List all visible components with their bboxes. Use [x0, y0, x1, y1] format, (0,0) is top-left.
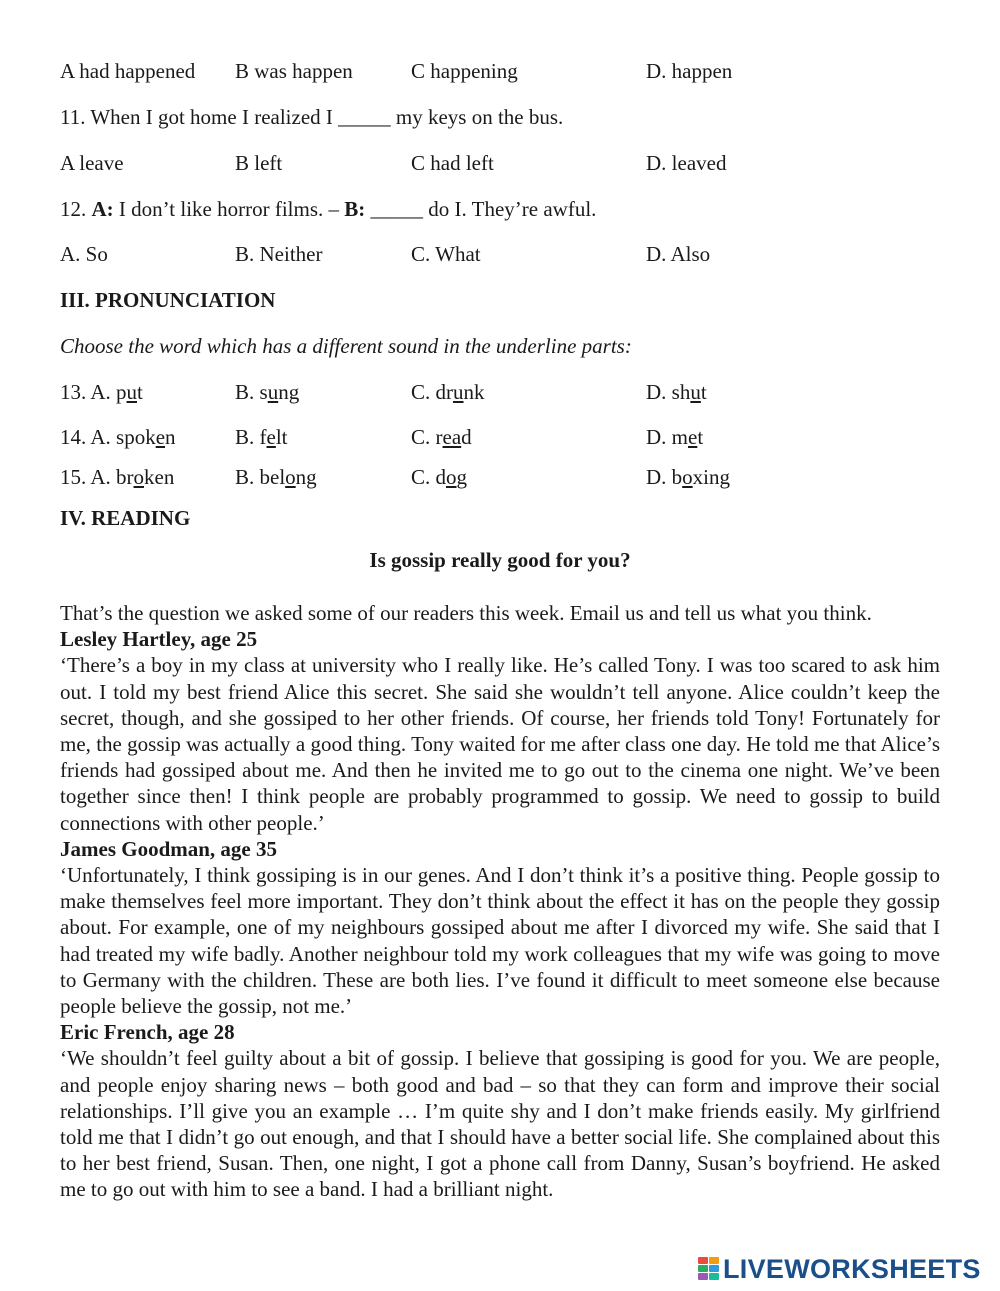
q14-option-a[interactable] [60, 422, 176, 452]
person-name: Lesley Hartley, age 25 [60, 627, 258, 652]
mark-block [709, 1273, 719, 1280]
q11-option-c[interactable]: C had left [411, 151, 494, 175]
q13-options [60, 377, 940, 407]
q14-option-b[interactable] [235, 422, 288, 452]
word-part: nk [463, 380, 485, 404]
q13-option-b[interactable] [235, 377, 299, 407]
q12-option-a[interactable]: A. So [60, 242, 108, 266]
q12-speaker-b: B: [344, 197, 366, 221]
underlined-sound: e [688, 425, 698, 449]
person-text: ‘We shouldn’t feel guilty about a bit of gossip. I believe that gossiping is good for you. We are people, and people enjoy sharing news – both good and bad – so that they can form and improve their social relationships. I’ll give you an example … I’m quite shy and I don’t make friends easily. My girlfriend told me that I didn’t go out enough, and that I should have a better social life. She complained about this to her best friend, Susan. Then, one night, I got a phone call from Danny, Susan’s boyfriend. He asked me to go out with him to see a band. I had a brilliant night. [60, 1046, 940, 1202]
q14-options [60, 422, 940, 452]
q13-option-c[interactable] [411, 377, 485, 407]
underlined-sound: ea [442, 425, 462, 449]
option-letter: B. [235, 465, 255, 489]
underlined-sound: u [267, 380, 279, 404]
q15-option-a[interactable] [60, 462, 174, 492]
liveworksheets-mark-icon [698, 1257, 720, 1281]
word-part: ng [295, 465, 317, 489]
option-letter: C. [411, 425, 431, 449]
underlined-sound: u [690, 380, 701, 404]
option-letter: D. [646, 465, 667, 489]
q12-line-b: _____ do I. They’re awful. [370, 197, 597, 221]
reading-intro: That’s the question we asked some of our readers this week. Email us and tell us what you think. [60, 601, 872, 625]
underlined-sound: o [133, 465, 145, 489]
mark-block [698, 1265, 708, 1272]
option-letter: D. [646, 380, 667, 404]
reading-title: Is gossip really good for you? [369, 548, 631, 572]
q12-line-a: I don’t like horror films. – [118, 197, 340, 221]
underlined-sound: e [266, 425, 276, 449]
word-part: m [671, 425, 689, 449]
q15-options [60, 462, 940, 492]
liveworksheets-logo [698, 1256, 981, 1282]
word-part: ng [278, 380, 300, 404]
word-part: b [671, 465, 683, 489]
option-letter: B. [235, 425, 255, 449]
q10-option-a[interactable]: A had happened [60, 59, 196, 83]
q10-option-c[interactable]: C happening [411, 59, 518, 83]
word-part: bel [259, 465, 286, 489]
option-letter: A. [90, 425, 111, 449]
word-part: f [259, 425, 267, 449]
q15-number: 15. [60, 465, 87, 489]
q11-option-a[interactable]: A leave [60, 151, 124, 175]
q12-speaker-a: A: [91, 197, 114, 221]
word-part: dr [435, 380, 454, 404]
q10-option-b[interactable]: B was happen [235, 59, 353, 83]
word-part: n [165, 425, 176, 449]
mark-block [698, 1257, 708, 1264]
person-name: James Goodman, age 35 [60, 836, 277, 861]
q12-stem [60, 194, 596, 224]
underlined-sound: u [126, 380, 138, 404]
pronunciation-instruction: Choose the word which has a different sound in the underline parts: [60, 334, 632, 358]
reading-heading: IV. READING [60, 506, 191, 530]
person-text: ‘Unfortunately, I think gossiping is in our genes. And I don’t think it’s a positive thing. People gossip to make themselves feel more important. They don’t think about the effect it has on the people they gossip about. For example, one of my neighbours gossiped about me after I divorced my wife. She said that I had treated my wife badly. Another neighbour told my work colleagues that my wife was going to move to Germany with the children. These are both lies. I’ve found it difficult to meet someone else because people believe the gossip, not me.’ [60, 863, 940, 1019]
q12-number: 12. [60, 197, 87, 221]
mark-block [709, 1257, 719, 1264]
word-part: spok [116, 425, 156, 449]
option-letter: A. [90, 380, 111, 404]
word-part: ken [144, 465, 175, 489]
q13-option-a[interactable] [60, 377, 143, 407]
word-part: g [456, 465, 468, 489]
q11-options [60, 148, 940, 178]
underlined-sound: o [285, 465, 296, 489]
q13-number: 13. [60, 380, 87, 404]
option-letter: C. [411, 380, 431, 404]
word-part: sh [671, 380, 691, 404]
brand-text: LIVEWORKSHEETS [723, 1254, 981, 1284]
person-text: ‘There’s a boy in my class at university who I really like. He’s called Tony. I was too scared to ask him out. I told my best friend Alice this secret. She said she wouldn’t tell anyone. Alice couldn’t keep the secret, though, and she gossiped to her other friends. Of course, her friends told Tony! Fortunately for me, the gossip was actually a good thing. Tony waited for me after class one day. He told me that Alice’s friends had gossiped about me. And then he invited me to go out to the cinema one night. We’ve been together since then! I think people are probably programmed to gossip. We need to gossip to build connections with other people.’ [60, 653, 940, 835]
option-letter: D. [646, 425, 667, 449]
mark-block [698, 1273, 708, 1280]
word-part: p [116, 380, 127, 404]
word-part: s [259, 380, 268, 404]
q14-option-d[interactable] [646, 422, 703, 452]
word-part: xing [692, 465, 731, 489]
underlined-sound: o [446, 465, 457, 489]
q11-option-d[interactable]: D. leaved [646, 151, 727, 175]
q10-options [60, 56, 940, 86]
option-letter: A. [90, 465, 111, 489]
q14-number: 14. [60, 425, 87, 449]
word-part: t [700, 380, 707, 404]
underlined-sound: e [155, 425, 166, 449]
q12-options [60, 239, 940, 269]
mark-block [709, 1265, 719, 1272]
q11-option-b[interactable]: B left [235, 151, 283, 175]
word-part: d [461, 425, 472, 449]
option-letter: B. [235, 380, 255, 404]
q10-option-d[interactable]: D. happen [646, 59, 733, 83]
q12-option-c[interactable]: C. What [411, 242, 481, 266]
q13-option-d[interactable] [646, 377, 707, 407]
word-part: t [697, 425, 704, 449]
word-part: r [435, 425, 443, 449]
word-part: lt [275, 425, 288, 449]
word-part: br [116, 465, 134, 489]
person-name: Eric French, age 28 [60, 1020, 235, 1045]
q11-stem: 11. When I got home I realized I _____ my keys on the bus. [60, 105, 564, 129]
option-letter: C. [411, 465, 431, 489]
q15-option-b[interactable] [235, 462, 317, 492]
q14-option-c[interactable] [411, 422, 472, 452]
underlined-sound: u [453, 380, 464, 404]
reading-passage [60, 600, 940, 1203]
word-part: d [435, 465, 447, 489]
word-part: t [137, 380, 143, 404]
q12-option-b[interactable]: B. Neither [235, 242, 323, 266]
underlined-sound: o [682, 465, 693, 489]
pronunciation-heading: III. PRONUNCIATION [60, 288, 276, 312]
q12-option-d[interactable]: D. Also [646, 242, 711, 266]
q15-option-c[interactable] [411, 462, 467, 492]
q15-option-d[interactable] [646, 462, 730, 492]
